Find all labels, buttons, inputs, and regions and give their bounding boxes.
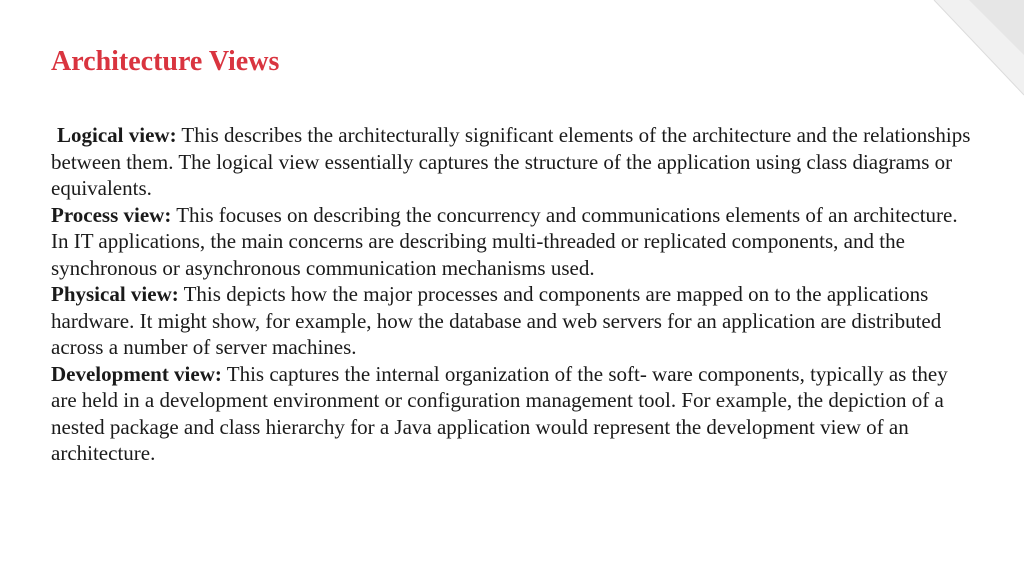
description-physical-view: This depicts how the major processes and components are mapped on to the applications hardware. It might show, for example, how the database and web servers for an application are distributed across a number of server machines. bbox=[51, 282, 942, 359]
term-logical-view: Logical view: bbox=[57, 123, 177, 147]
corner-decoration bbox=[874, 0, 1024, 110]
slide-body bbox=[51, 122, 971, 467]
paragraph-process-view bbox=[51, 202, 971, 282]
term-development-view: Development view: bbox=[51, 361, 222, 386]
description-development-view: This captures the internal organization of the soft- ware components, typically as they are held in a development environment or configuration management tool. For example, the depiction of a nested package and class hierarchy for a Java application would represent the development view of an architecture. bbox=[51, 361, 948, 465]
paragraph-development-view bbox=[51, 361, 971, 467]
description-process-view: This focuses on describing the concurrency and communications elements of an architecture. In IT applications, the main concerns are describing multi-threaded or replicated components, and the synchronous or asynchronous communication mechanisms used. bbox=[51, 202, 958, 280]
paragraph-physical-view bbox=[51, 281, 971, 361]
slide-title: Architecture Views bbox=[51, 46, 280, 77]
description-logical-view: This describes the architecturally significant elements of the architecture and the relationships between them. The logical view essentially captures the structure of the application using class diagrams or equivalents. bbox=[51, 123, 971, 200]
paragraph-logical-view bbox=[51, 122, 971, 202]
term-physical-view: Physical view: bbox=[51, 282, 179, 306]
term-process-view: Process view: bbox=[51, 202, 172, 227]
